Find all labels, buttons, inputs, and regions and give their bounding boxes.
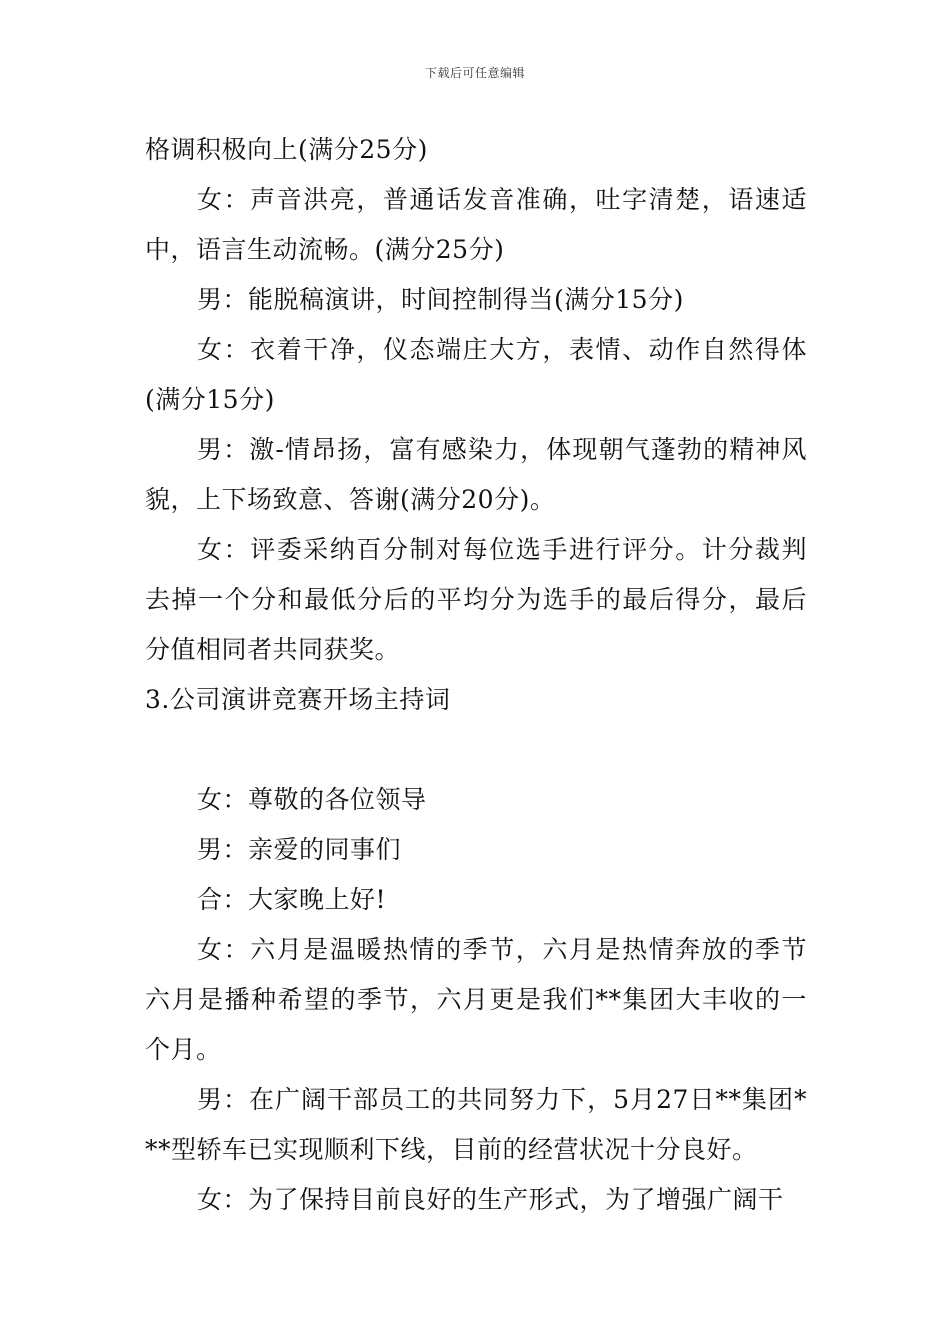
paragraph: 女：六月是温暖热情的季节，六月是热情奔放的季节六月是播种希望的季节，六月更是我们**集团大丰收的一个月。 xyxy=(145,935,807,1064)
paragraph: 女：声音洪亮，普通话发音准确，吐字清楚，语速适中，语言生动流畅。(满分25分) xyxy=(145,185,807,264)
paragraph: 女：评委采纳百分制对每位选手进行评分。计分裁判去掉一个分和最低分后的平均分为选手的最后得分，最后分值相同者共同获奖。 xyxy=(145,535,807,664)
section-heading: 3.公司演讲竞赛开场主持词 xyxy=(145,685,451,714)
paragraph: 男：能脱稿演讲，时间控制得当(满分15分) xyxy=(197,285,684,314)
paragraph: 合：大家晚上好! xyxy=(197,885,387,914)
paragraph: 女：为了保持目前良好的生产形式，为了增强广阔干 xyxy=(197,1185,784,1214)
paragraph: 格调积极向上(满分25分) xyxy=(145,135,428,164)
paragraph: 女：尊敬的各位领导 xyxy=(197,785,427,814)
paragraph: 男：亲爱的同事们 xyxy=(197,835,402,864)
blank-line xyxy=(145,725,807,775)
paragraph: 女：衣着干净，仪态端庄大方，表情、动作自然得体(满分15分) xyxy=(145,335,807,414)
paragraph: 男：激-情昂扬，富有感染力，体现朝气蓬勃的精神风貌，上下场致意、答谢(满分20分)。 xyxy=(145,435,807,514)
paragraph: 男：在广阔干部员工的共同努力下，5月27日**集团***型轿车已实现顺利下线，目前的经营状况十分良好。 xyxy=(145,1085,807,1164)
page-header: 下载后可任意编辑 xyxy=(424,66,525,80)
document-body xyxy=(145,125,807,1225)
